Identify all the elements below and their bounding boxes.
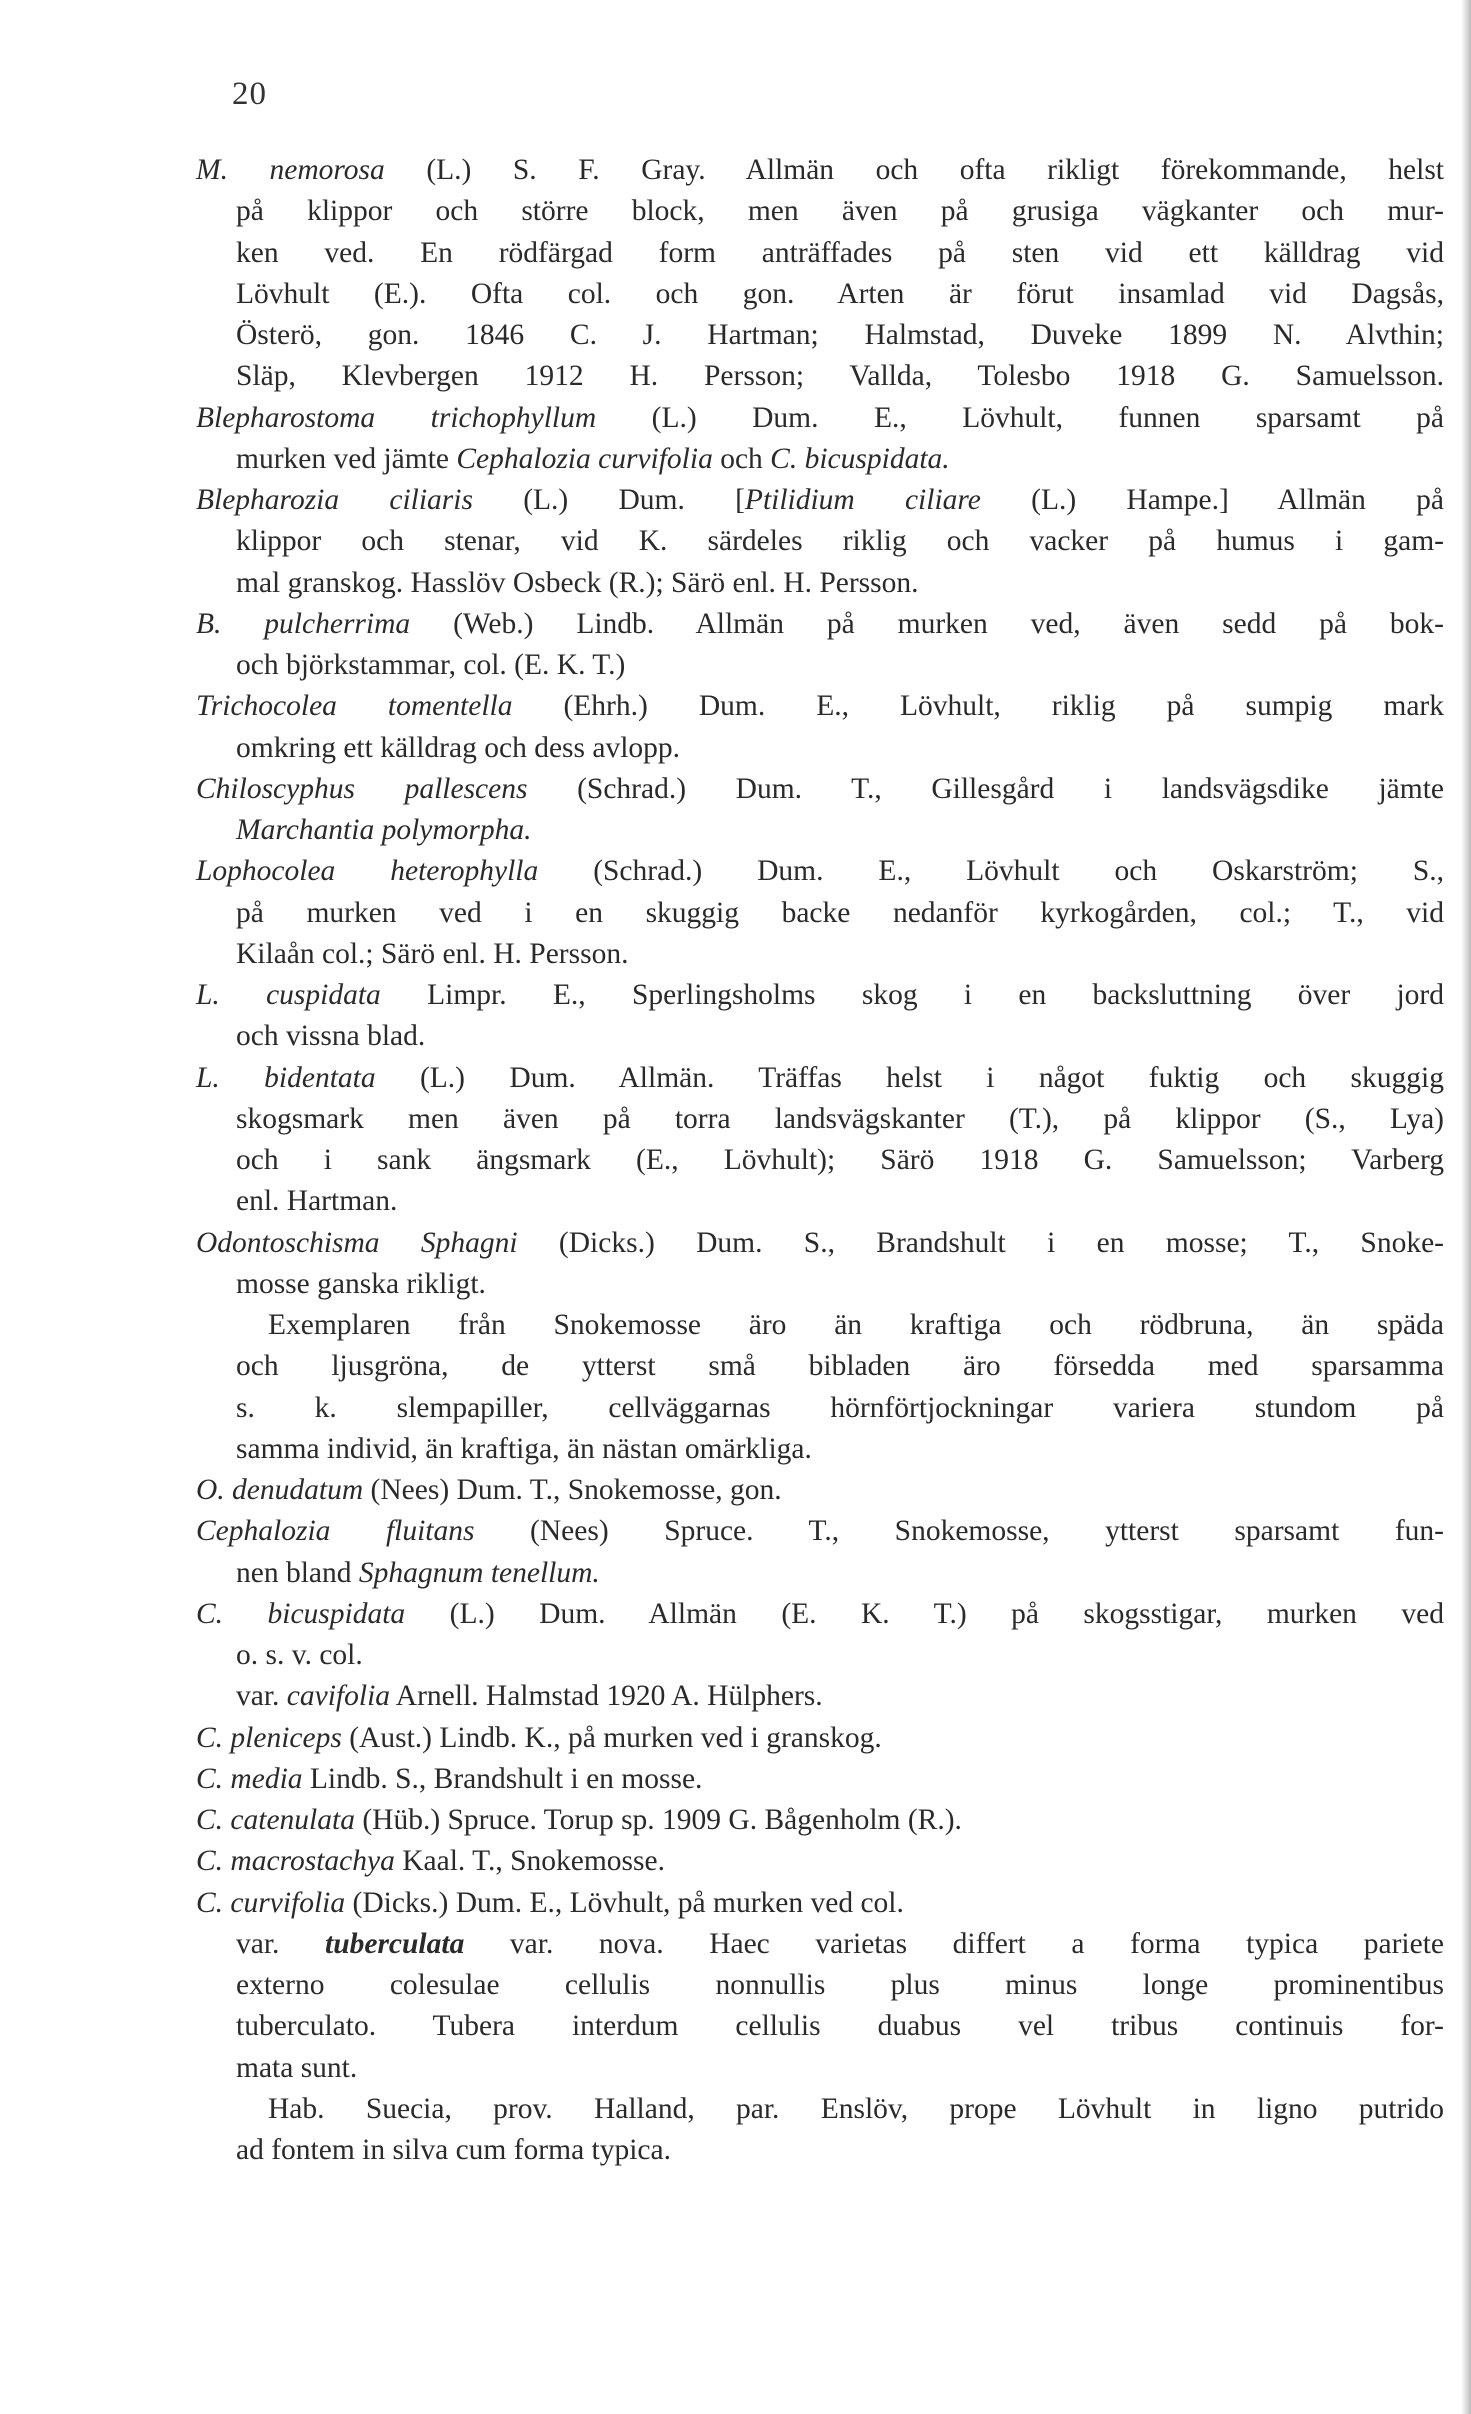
text-run: var. (236, 1927, 325, 1960)
text-line (196, 1511, 1444, 1552)
taxon-name: Odontoschisma Sphagni (196, 1226, 518, 1259)
text-run: och björkstammar, col. (E. K. T.) (236, 649, 626, 681)
text-run: och i sank ängsmark (E., Lövhult); Särö 1918 G. Samuelsson; Varberg (236, 1144, 1444, 1176)
text-line (196, 851, 1444, 892)
text-run: (Schrad.) Dum. E., Lövhult och Oskarström; S., (538, 855, 1444, 888)
text-run: (L.) Dum. Allmän. Träffas helst i något fuktig och skuggig (375, 1061, 1444, 1094)
text-line (196, 604, 1444, 645)
taxon-name: C. bicuspidata. (770, 442, 950, 475)
text-run: (Web.) Lindb. Allmän på murken ved, även sedd på bok- (410, 607, 1444, 640)
text-run: skogsmark men även på torra landsvägskanter (T.), på klippor (S., Lya) (236, 1102, 1444, 1135)
text-run: (L.) Dum. E., Lövhult, funnen sparsamt på (596, 401, 1444, 434)
text-line (196, 1676, 1444, 1717)
text-run: (L.) Dum. [ (472, 484, 745, 516)
text-line (196, 1470, 1444, 1511)
text-line (196, 1841, 1444, 1882)
taxon-name: C. catenulata (196, 1804, 355, 1836)
text-run: och (712, 442, 771, 475)
text-run: omkring ett källdrag och dess avlopp. (236, 731, 681, 764)
text-run: externo colesulae cellulis nonnullis plus minus longe prominentibus (236, 1969, 1444, 2001)
text-line (196, 1594, 1444, 1635)
text-run: mata sunt. (236, 2051, 358, 2084)
text-line (196, 2006, 1444, 2047)
text-run: var. (236, 1680, 287, 1713)
text-line (196, 1305, 1444, 1346)
text-line (196, 686, 1444, 727)
text-line (196, 521, 1444, 562)
taxon-name: Cephalozia curvifolia (456, 442, 713, 475)
text-run: (Dicks.) Dum. S., Brandshult i en mosse; T., Snoke- (517, 1226, 1445, 1259)
taxon-name: Cephalozia fluitans (196, 1515, 475, 1548)
text-run: tuberculato. Tubera interdum cellulis duabus vel tribus continuis for- (236, 2010, 1444, 2043)
text-run: ad fontem in silva cum forma typica. (236, 2134, 671, 2166)
text-run: mosse ganska rikligt. (236, 1267, 486, 1300)
taxon-name: Ptilidium ciliare (744, 484, 981, 516)
text-run: Lövhult (E.). Ofta col. och gon. Arten är förut insamlad vid Dagsås, (236, 277, 1444, 310)
text-run: (L.) Dum. Allmän (E. K. T.) på skogsstigar, murken ved (405, 1597, 1444, 1630)
taxon-name: Chiloscyphus pallescens (196, 772, 528, 805)
text-run: mal granskog. Hasslöv Osbeck (R.); Särö enl. H. Persson. (236, 566, 919, 599)
text-run: Limpr. E., Sperlingsholms skog i en backsluttning över jord (380, 979, 1445, 1011)
text-run: (Nees) Dum. T., Snokemosse, gon. (363, 1474, 782, 1506)
text-line (196, 893, 1444, 934)
taxon-name: Blepharozia ciliaris (196, 484, 473, 516)
text-run: o. s. v. col. (236, 1639, 363, 1671)
taxon-name: tuberculata (325, 1927, 465, 1960)
text-run: (L.) S. F. Gray. Allmän och ofta rikligt förekommande, helst (384, 154, 1444, 186)
text-run: enl. Hartman. (236, 1185, 398, 1218)
text-line (196, 1883, 1444, 1924)
text-line (196, 1140, 1444, 1181)
text-run: nen bland (236, 1556, 359, 1589)
text-run: samma individ, än kraftiga, än nästan omärkliga. (236, 1432, 812, 1465)
text-run: Kilaån col.; Särö enl. H. Persson. (236, 937, 629, 970)
text-line (196, 480, 1444, 521)
text-line (196, 233, 1444, 274)
text-run: på murken ved i en skuggig backe nedanför kyrkogården, col.; T., vid (236, 896, 1444, 929)
text-run: Kaal. T., Snokemosse. (394, 1845, 665, 1878)
taxon-name: Marchantia polymorpha. (236, 814, 532, 846)
taxon-name: Blepharostoma trichophyllum (196, 401, 597, 434)
text-line (196, 975, 1444, 1016)
text-run: på klippor och större block, men även på grusiga vägkanter och mur- (236, 195, 1444, 228)
taxon-name: C. bicuspidata (196, 1597, 406, 1630)
taxon-name: L. cuspidata (196, 979, 381, 1011)
text-line (196, 1759, 1444, 1800)
text-line (196, 398, 1444, 439)
page-number: 20 (232, 76, 267, 112)
taxon-name: O. denudatum (196, 1474, 364, 1506)
text-line (196, 810, 1444, 851)
text-run: Hab. Suecia, prov. Halland, par. Enslöv, prope Lövhult in ligno putrido (268, 2092, 1444, 2125)
text-run: murken ved jämte (236, 442, 457, 475)
taxon-name: cavifolia (286, 1680, 391, 1713)
text-line (196, 1635, 1444, 1676)
text-line (196, 1346, 1444, 1387)
text-line (196, 1429, 1444, 1470)
text-run: Exemplaren från Snokemosse äro än kraftiga och rödbruna, än späda (268, 1309, 1444, 1341)
text-line (196, 1965, 1444, 2006)
text-line (196, 934, 1444, 975)
text-run: och vissna blad. (236, 1020, 426, 1053)
taxon-name: C. pleniceps (196, 1721, 342, 1754)
text-run: var. nova. Haec varietas differt a forma typica pariete (464, 1927, 1444, 1960)
page-edge-shadow (1461, 0, 1471, 2414)
taxon-name: C. media (196, 1762, 303, 1795)
text-line (196, 728, 1444, 769)
text-line (196, 1924, 1444, 1965)
taxon-name: Trichocolea tomentella (196, 690, 513, 723)
text-line (196, 1181, 1444, 1222)
text-line (196, 1553, 1444, 1594)
text-run: (Schrad.) Dum. T., Gillesgård i landsvägsdike jämte (527, 772, 1444, 805)
text-line (196, 150, 1444, 191)
text-run: (Dicks.) Dum. E., Lövhult, på murken ved col. (345, 1886, 904, 1919)
text-run: Österö, gon. 1846 C. J. Hartman; Halmstad, Duveke 1899 N. Alvthin; (236, 319, 1444, 351)
text-run: Lindb. S., Brandshult i en mosse. (302, 1762, 703, 1795)
text-line (196, 1718, 1444, 1759)
text-line (196, 356, 1444, 397)
text-line (196, 2089, 1444, 2130)
text-run: Släp, Klevbergen 1912 H. Persson; Vallda, Tolesbo 1918 G. Samuelsson. (236, 360, 1444, 393)
text-line (196, 563, 1444, 604)
text-line (196, 2130, 1444, 2171)
text-run: (Nees) Spruce. T., Snokemosse, ytterst sparsamt fun- (474, 1515, 1444, 1548)
text-line (196, 1223, 1444, 1264)
text-line (196, 439, 1444, 480)
text-line (196, 1016, 1444, 1057)
taxon-name: M. nemorosa (196, 154, 385, 186)
text-line (196, 1099, 1444, 1140)
taxon-name: C. curvifolia (196, 1886, 346, 1919)
taxon-name: B. pulcherrima (196, 607, 411, 640)
body-text (196, 150, 1444, 2171)
text-run: klippor och stenar, vid K. särdeles riklig och vacker på humus i gam- (236, 525, 1444, 558)
text-line (196, 1388, 1444, 1429)
text-line (196, 769, 1444, 810)
text-run: och ljusgröna, de ytterst små bibladen äro försedda med sparsamma (236, 1350, 1444, 1383)
text-line (196, 2048, 1444, 2089)
text-run: (L.) Hampe.] Allmän på (980, 484, 1444, 516)
text-line (196, 1058, 1444, 1099)
text-run: ken ved. En rödfärgad form anträffades på sten vid ett källdrag vid (236, 236, 1444, 269)
taxon-name: C. macrostachya (196, 1845, 395, 1878)
text-line (196, 315, 1444, 356)
text-run: (Aust.) Lindb. K., på murken ved i granskog. (341, 1721, 882, 1754)
taxon-name: Lophocolea heterophylla (196, 855, 539, 888)
text-run: s. k. slempapiller, cellväggarnas hörnförtjockningar variera stundom på (236, 1391, 1444, 1424)
text-line (196, 1800, 1444, 1841)
text-run: (Hüb.) Spruce. Torup sp. 1909 G. Bågenholm (R.). (354, 1804, 962, 1836)
text-line (196, 191, 1444, 232)
text-line (196, 1264, 1444, 1305)
taxon-name: Sphagnum tenellum. (358, 1556, 600, 1589)
text-run: Arnell. Halmstad 1920 A. Hülphers. (390, 1680, 823, 1713)
text-line (196, 645, 1444, 686)
text-line (196, 274, 1444, 315)
text-run: (Ehrh.) Dum. E., Lövhult, riklig på sumpig mark (512, 690, 1444, 723)
taxon-name: L. bidentata (196, 1061, 376, 1094)
